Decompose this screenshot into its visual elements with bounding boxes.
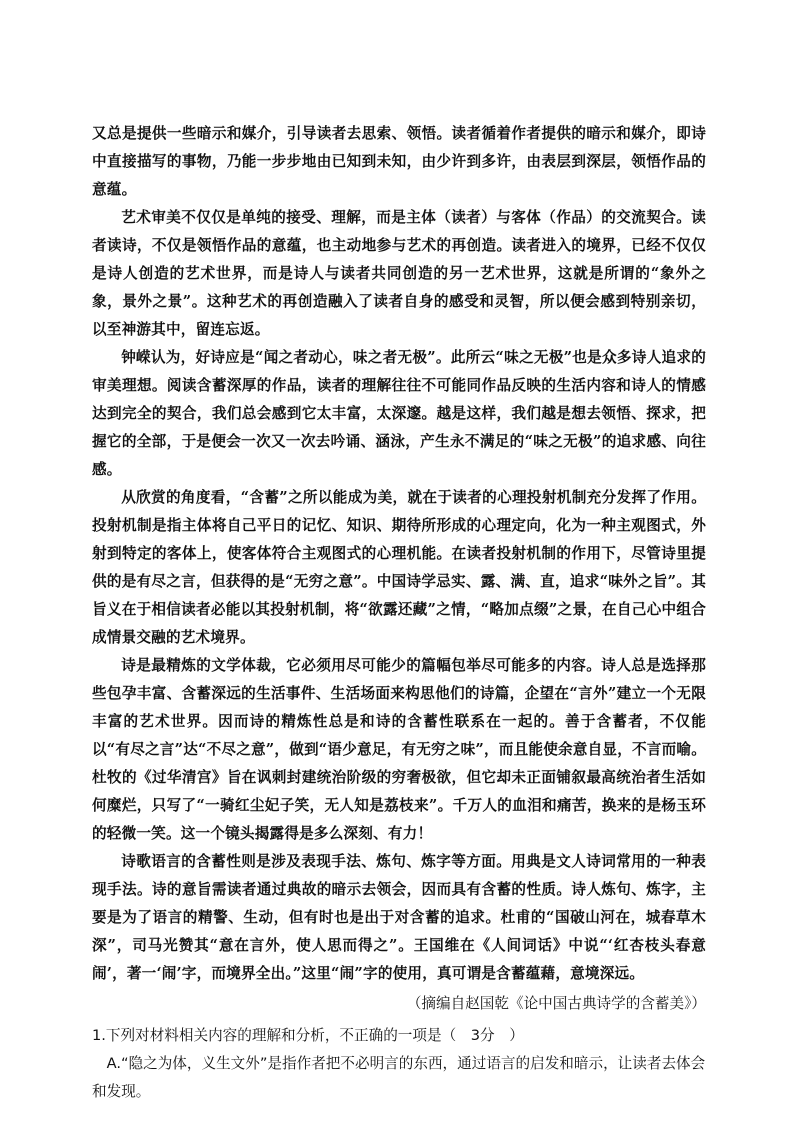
article-paragraph-3: 钟嵘认为，好诗应是“闻之者动心，味之者无极”。此所云“味之无极”也是众多诗人追求的审美理想。阅读含蓄深厚的作品，读者的理解往往不可能同作品反映的生活内容和诗人的情感达到完全的契合，我们总会感到它太丰富，太深邃。越是这样，我们越是想去领悟、探求，把握它的全部，于是便会一次又一次去吟诵、涵泳，产生永不满足的“味之无极”的追求感、向往感。 (92, 349, 706, 478)
article-paragraph-4: 从欣赏的角度看，“含蓄”之所以能成为美，就在于读者的心理投射机制充分发挥了作用。投射机制是指主体将自己平日的记忆、知识、期待所形成的心理定向，化为一种主观图式，外射到特定的客体上，使客体符合主观图式的心理机能。在读者投射机制的作用下，尽管诗里提供的是有尽之言，但获得的是“无穷之意”。中国诗学忌实、露、满、直，追求“味外之旨”。其旨义在于相信读者必能以其投射机制，将“欲露还藏”之情，“略加点缀”之景，在自己心中组合成情景交融的艺术境界。 (92, 489, 706, 646)
article-paragraph-5: 诗是最精炼的文学体裁，它必须用尽可能少的篇幅包举尽可能多的内容。诗人总是选择那些包孕丰富、含蓄深远的生活事件、生活场面来构思他们的诗篇，企望在“言外”建立一个无限丰富的艺术世界。因而诗的精炼性总是和诗的含蓄性联系在一起的。善于含蓄者，不仅能以“有尽之言”达“不尽之意”，做到“语少意足，有无穷之味”，而且能使余意自显，不言而喻。杜牧的《过华清宫》旨在讽刺封建统治阶级的穷奢极欲，但它却未正面铺叙最高统治者生活如何糜烂，只写了“一骑红尘妃子笑，无人知是荔枝来”。千万人的血泪和痛苦，换来的是杨玉环的轻微一笑。这一个镜头揭露得是多么深刻、有力！ (92, 657, 706, 842)
document-page (92, 120, 706, 1106)
question-option-a: A.“隐之为体，义生文外”是指作者把不必明言的东西，通过语言的启发和暗示，让读者去体会和发现。 (92, 1055, 706, 1100)
article-paragraph-6: 诗歌语言的含蓄性则是涉及表现手法、炼句、炼字等方面。用典是文人诗词常用的一种表现手法。诗的意旨需读者通过典故的暗示去领会，因而具有含蓄的性质。诗人炼句、炼字，主要是为了语言的精警、生动，但有时也是出于对含蓄的追求。杜甫的“国破山河在，城春草木深”，司马光赞其“意在言外，使人思而得之”。王国维在《人间词话》中说“‘红杏枝头春意闹’，著一‘闹’字，而境界全出。”这里“闹”字的使用，真可谓是含蓄蕴藉，意境深远。 (92, 853, 706, 982)
source-citation: （摘编自赵国乾《论中国古典诗学的含蓄美》） (406, 995, 706, 1012)
article-paragraph-1: 又总是提供一些暗示和媒介，引导读者去思索、领悟。读者循着作者提供的暗示和媒介，即诗中直接描写的事物，乃能一步步地由已知到未知，由少许到多许，由表层到深层，领悟作品的意蕴。 (92, 125, 706, 198)
question-stem: 1.下列对材料相关内容的理解和分析，不正确的一项是（ 3分 ） (92, 1027, 524, 1044)
article-paragraph-2: 艺术审美不仅仅是单纯的接受、理解，而是主体（读者）与客体（作品）的交流契合。读者读诗，不仅是领悟作品的意蕴，也主动地参与艺术的再创造。读者进入的境界，已经不仅仅是诗人创造的艺术世界，而是诗人与读者共同创造的另一艺术世界，这就是所谓的“象外之象，景外之景”。这种艺术的再创造融入了读者自身的感受和灵智，所以便会感到特别亲切，以至神游其中，留连忘返。 (92, 209, 706, 338)
